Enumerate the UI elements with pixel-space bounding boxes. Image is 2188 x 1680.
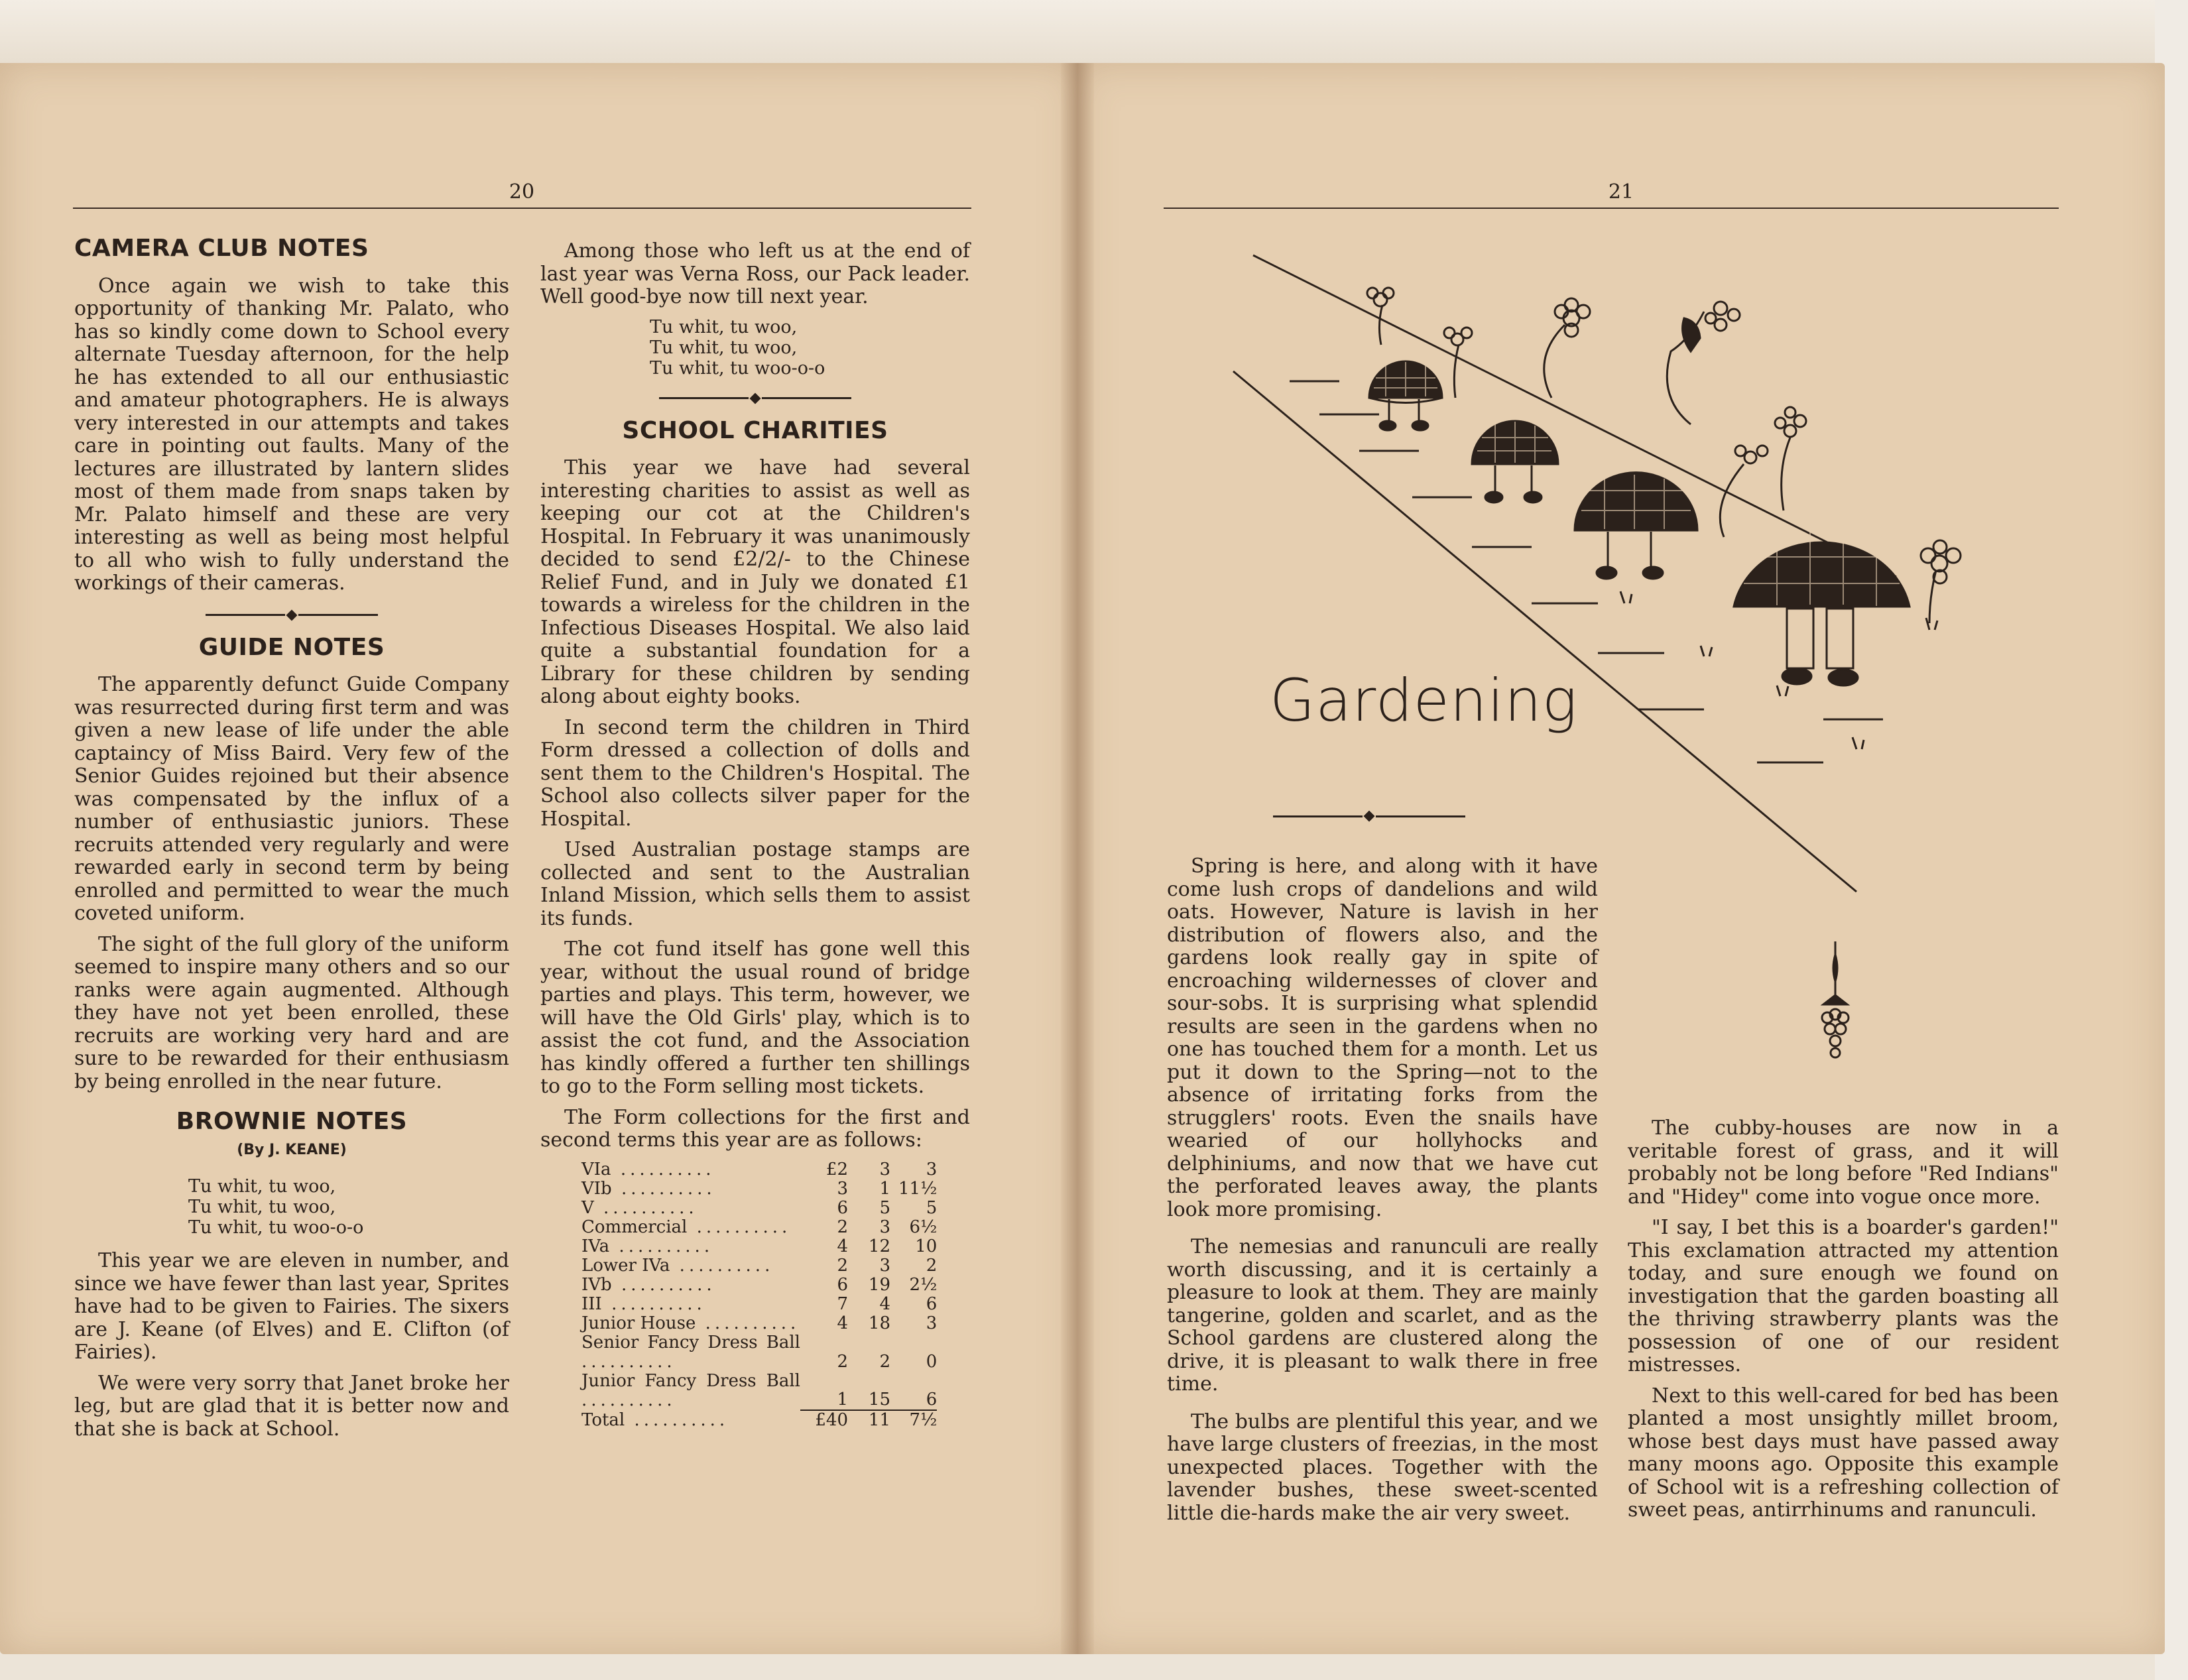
gardening-paragraph-3: The bulbs are plentiful this year, and we have large clusters of freezias, in the most unexpected places. Together with the lavender bushes, these sweet-scented little die-hards make the air very sweet. [1167,1410,1598,1525]
collections-cell-form: Junior House .......... [581,1313,800,1333]
collections-row [581,1276,937,1295]
dot-leader: .......... [696,1313,800,1333]
collections-cell-form: Junior Fancy Dress Ball .......... [581,1370,800,1410]
collections-table [581,1160,937,1430]
title-divider [1273,812,1465,820]
header-rule-right [1164,208,2059,209]
brownie-notes-heading: BROWNIE NOTES [176,1108,408,1135]
collections-row [581,1314,937,1333]
verse-line: Tu whit, tu woo, [650,337,798,358]
collections-row [581,1372,937,1410]
charities-paragraph-1: This year we have had several interesting charities to assist as well as keeping our cot at the Children's Hospital. In February it was unanimously decided to send £2/2/- to the Chinese Relief Fund, and in July we donated £1 towards a wireless for the children in the Infectious Diseases Hospital. We also laid quite a substantial foundation for a Library for these children by sending along about eighty books. [540,456,970,708]
collections-cell-d: 11½ [898,1178,938,1199]
collections-cell-form: IVb .......... [581,1274,716,1295]
collections-cell-s: 3 [879,1159,890,1179]
collections-cell-form: IVa .......... [581,1236,714,1256]
collections-cell-s: 15 [868,1389,890,1410]
collections-cell-l: 4 [837,1313,848,1333]
dot-leader: .......... [625,1410,729,1430]
owl-verse [650,317,970,379]
collections-cell-l: 7 [837,1293,848,1314]
verse-line: Tu whit, tu woo, [188,1176,336,1197]
collections-cell-d: 6 [926,1389,938,1410]
collections-cell-form: Total .......... [581,1410,729,1430]
dot-leader: .......... [581,1390,676,1410]
collections-cell-s: 3 [879,1217,890,1237]
book-spine [1061,63,1094,1654]
charities-paragraph-4: The cot fund itself has gone well this year, without the usual round of bridge parties and plays. This term, however, we will have the Old Girls' play, which is to assist the cot fund, and the Association has kindly offered a further ten shillings to go to the Form selling most tickets. [540,937,970,1098]
collections-cell-l: 6 [837,1274,848,1295]
collections-cell-s: 11 [848,1410,890,1430]
background-surface [0,0,2188,73]
brownie-notes-paragraph-1: This year we are eleven in number, and since we have fewer than last year, Sprites have had to be given to Fairies. The sixers are J. Keane (of Elves) and E. Clifton (of Fairies). [74,1249,509,1364]
gardening-paragraph-1: Spring is here, and along with it have come lush crops of dandelions and wild oats. However, Nature is lavish in her distribution of flowers also, and the gardens look really gay in spite of encroaching wildernesses of clover and sour-sobs. It is surprising what splendid results are seen in the gardens when no one has touched them for a month. Let us put it down to the Spring—not to the absence of irritating forks from the strugglers' roots. Even the snails have wearied of our hollyhocks and delphiniums, and now that we have cut the perforated leaves away, the plants look more promising. [1167,855,1598,1221]
collections-cell-form: VIa .......... [581,1159,715,1179]
collections-cell-s: 12 [868,1236,890,1256]
collections-cell-d: 6 [926,1293,938,1314]
garden-children-illustration [1227,245,2022,895]
collections-cell-d: 3 [926,1159,938,1179]
dot-leader: .......... [601,1293,706,1314]
collections-row [581,1179,937,1199]
gardening-paragraph-4: The cubby-houses are now in a veritable forest of grass, and it will probably not be long before "Red Indians" and "Hidey" come into vogue once more. [1628,1116,2059,1209]
collections-cell-s: 1 [879,1178,890,1199]
collections-cell-form: VIb .......... [581,1178,716,1199]
brownie-notes-paragraph-2: We were very sorry that Janet broke her leg, but are glad that it is better now and that she is back at School. [74,1371,509,1441]
verse-line: Tu whit, tu woo-o-o [650,357,825,379]
collections-cell-l: 2 [837,1255,848,1276]
collections-cell-s: 4 [879,1293,890,1314]
collections-cell-l: 3 [837,1178,848,1199]
gardening-title: Gardening [1270,666,1578,735]
collections-cell-l: 4 [837,1236,848,1256]
collections-cell-s: 5 [879,1197,890,1218]
collections-cell-form: Commercial .......... [581,1217,792,1237]
collections-cell-l: 1 [837,1389,848,1410]
collections-cell-d: 3 [926,1313,938,1333]
guide-notes-paragraph-2: The sight of the full glory of the uniform seemed to inspire many others and so our ranks were again augmented. Although they have not yet been enrolled, these recruits are working very hard and are sure to be rewarded for their enthusiasm by being enrolled in the near future. [74,932,509,1093]
dot-leader: .......... [611,1178,716,1199]
gardening-paragraph-2: The nemesias and ranunculi are really worth discussing, and it is certainly a pleasure to look at them. They are mainly tangerine, golden and scarlet, and as the School gardens are clustered along the drive, it is pleasant to walk there in free time. [1167,1235,1598,1396]
dot-leader: .......... [670,1255,774,1276]
header-rule-left [73,208,971,209]
verse-line: Tu whit, tu woo, [650,316,798,337]
collections-cell-l: 2 [837,1217,848,1237]
collections-row [581,1333,937,1372]
guide-notes-paragraph-1: The apparently defunct Guide Company was resurrected during first term and was given a new lease of life under the able captaincy of Miss Baird. Very few of the Senior Guides rejoined but their absence was compensated by the influx of a number of enthusiastic juniors. These recruits attended very regularly and were rewarded early in second term by being enrolled and permitted to wear the much coveted uniform. [74,673,509,925]
dot-leader: .......... [609,1236,714,1256]
collections-cell-d: 2 [926,1255,938,1276]
collections-cell-d: 2½ [909,1274,938,1295]
brownie-notes-byline: (By J. KEANE) [237,1141,347,1158]
collections-cell-s: 18 [868,1313,890,1333]
charities-paragraph-3: Used Australian postage stamps are collected and sent to the Australian Inland Mission, which sells them to assist its funds. [540,838,970,930]
dot-leader: .......... [611,1274,716,1295]
collections-cell-s: 19 [868,1274,890,1295]
grape-pendant-ornament [1817,941,1854,1114]
collections-row [581,1218,937,1237]
collections-row [581,1256,937,1276]
collections-cell-d: 7½ [890,1410,937,1430]
collections-cell-d: 6½ [909,1217,938,1237]
collections-total-row [581,1410,937,1430]
brownie-verse [188,1176,509,1238]
right-column-1 [1167,855,1598,1533]
section-divider [540,394,970,402]
collections-row [581,1237,937,1256]
page-number-left: 20 [509,180,535,204]
collections-row [581,1199,937,1218]
dot-leader: .......... [687,1217,792,1237]
gardening-paragraph-6: Next to this well-cared for bed has been planted a most unsightly millet broom, whose best days must have passed away many moons ago. Opposite this example of School wit is a refreshing collection of sweet peas, antirrhinums and ranunculi. [1628,1384,2059,1522]
page-number-right: 21 [1608,180,1634,204]
camera-club-heading: CAMERA CLUB NOTES [74,235,369,262]
verse-line: Tu whit, tu woo, [188,1197,336,1217]
collections-cell-s: 3 [879,1255,890,1276]
camera-club-paragraph: Once again we wish to take this opportunity of thanking Mr. Palato, who has so kindly come down to School every alternate Tuesday afternoon, for the help he has extended to all our enthusiastic and amateur photographers. He is always very interested in our attempts and takes care in pointing out faults. Many of the lectures are illustrated by lantern slides most of them made from snaps taken by Mr. Palato himself and these are very interesting as well as being most helpful to all who wish to fully understand the workings of their cameras. [74,274,509,595]
dot-leader: .......... [581,1351,676,1372]
collections-row [581,1295,937,1314]
collections-cell-d: 10 [915,1236,938,1256]
collections-cell-form: III .......... [581,1293,706,1314]
section-divider [74,611,509,619]
dot-leader: .......... [593,1197,698,1218]
verna-ross-paragraph: Among those who left us at the end of last year was Verna Ross, our Pack leader. Well good-bye now till next year. [540,239,970,308]
dot-leader: .......... [611,1159,715,1179]
collections-cell-d: 0 [926,1351,938,1372]
collections-cell-l: £2 [825,1159,848,1179]
collections-cell-form: V .......... [581,1197,698,1218]
collections-cell-l: 6 [837,1197,848,1218]
collections-cell-s: 2 [879,1351,890,1372]
charities-paragraph-5: The Form collections for the first and second terms this year are as follows: [540,1105,970,1152]
gardening-paragraph-5: "I say, I bet this is a boarder's garden!" This exclamation attracted my attention today, and sure enough we found on investigation that the garden boasting all the thriving strawberry plants was the possession of one of our resident mistresses. [1628,1216,2059,1376]
collections-row [581,1160,937,1179]
right-column-2 [1628,1117,2059,1530]
left-column-2 [540,240,970,1430]
collections-cell-l: £40 [800,1410,848,1430]
charities-paragraph-2: In second term the children in Third Form dressed a collection of dolls and sent them to the Children's Hospital. The School also collects silver paper for the Hospital. [540,715,970,831]
collections-cell-form: Lower IVa .......... [581,1255,774,1276]
left-column-1 [74,237,509,1449]
collections-cell-d: 5 [926,1197,938,1218]
collections-cell-l: 2 [837,1351,848,1372]
school-charities-heading: SCHOOL CHARITIES [622,416,888,444]
verse-line: Tu whit, tu woo-o-o [188,1217,364,1238]
collections-cell-form: Senior Fancy Dress Ball .......... [581,1332,800,1372]
guide-notes-heading: GUIDE NOTES [198,633,385,661]
